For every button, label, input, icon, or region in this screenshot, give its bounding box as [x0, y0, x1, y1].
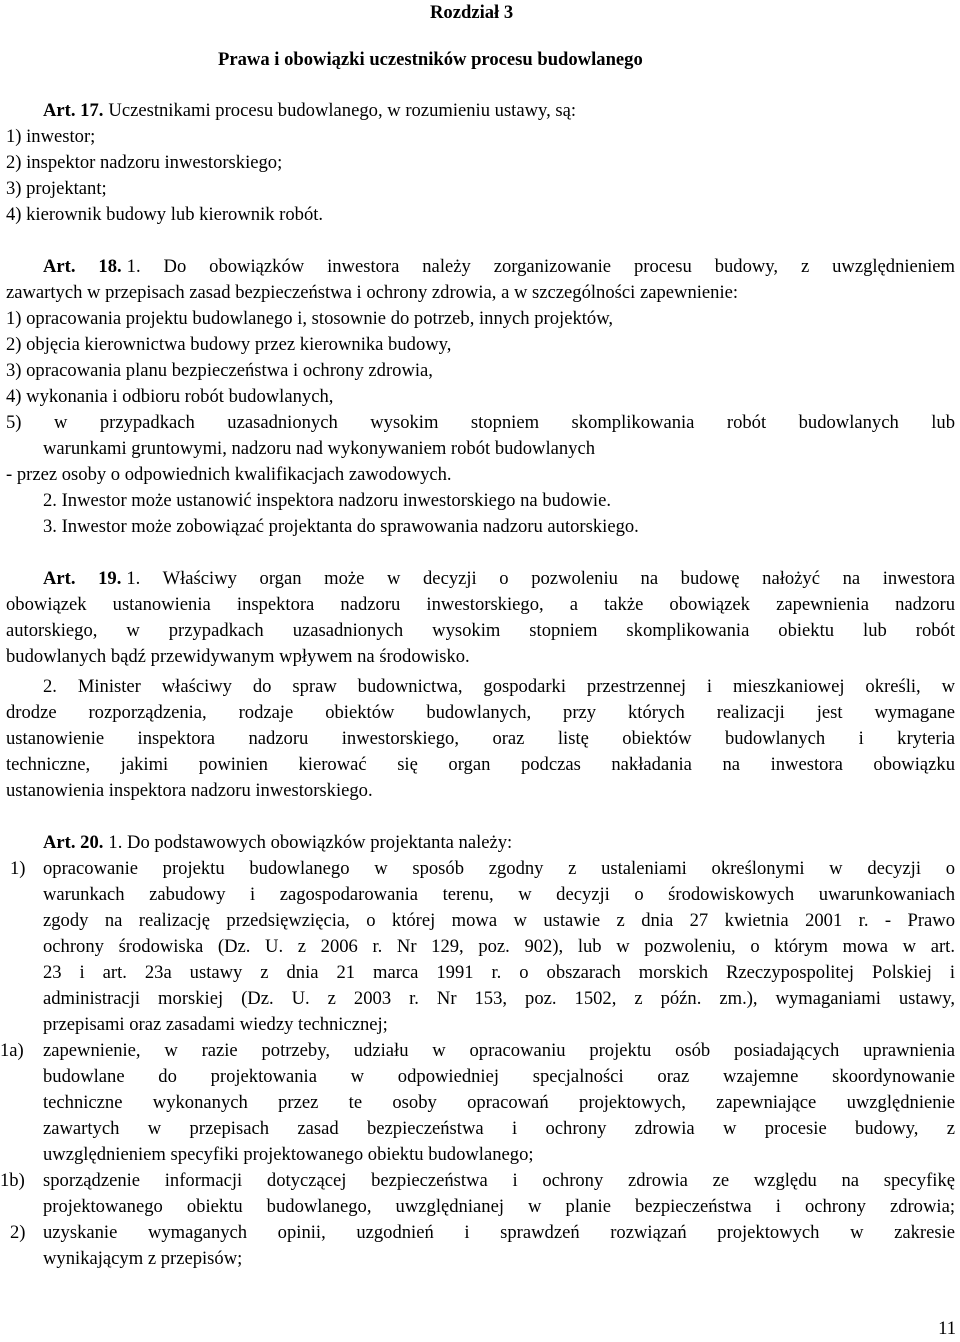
art20-label: Art. 20. — [43, 832, 104, 853]
art18-item: 3) opracowania planu bezpieczeństwa i ochrony zdrowia, — [6, 360, 433, 381]
art20-item-line: projektowanego obiektu budowlanego, uwzględnianej w planie bezpieczeństwa i ochrony zdrowia; — [43, 1196, 955, 1217]
art19-first-line — [43, 566, 955, 592]
art18-p3: 3. Inwestor może zobowiązać projektanta do sprawowania nadzoru autorskiego. — [43, 516, 639, 537]
page-number: 11 — [938, 1318, 956, 1339]
art18-closing: - przez osoby o odpowiednich kwalifikacjach zawodowych. — [6, 464, 452, 485]
art20-item-line: ochrony środowiska (Dz. U. z 2006 r. Nr 129, poz. 902), lub w pozwoleniu, o którym mowa w art. — [43, 936, 955, 957]
art19-label: Art. 19. — [43, 568, 122, 589]
art20-item-marker: 1) — [10, 858, 26, 879]
art19-p2-line: ustanowienie inspektora nadzoru inwestorskiego, oraz listę obiektów budowlanych i kryteria — [6, 728, 955, 749]
art20-item-line: wynikającym z przepisów; — [43, 1248, 243, 1269]
art20-item-line: zapewnienie, w razie potrzeby, udziału w opracowaniu projektu osób posiadających uprawnienia — [43, 1040, 955, 1061]
art20-item-line: budowlane do projektowania w odpowiedniej specjalności oraz wzajemne skoordynowanie — [43, 1066, 955, 1087]
art20-item-line: administracji morskiej (Dz. U. z 2003 r. Nr 153, poz. 1502, z późn. zm.), wymaganiami ustawy, — [43, 988, 955, 1009]
art17-item: 3) projektant; — [6, 178, 107, 199]
art20-item-line: 23 i art. 23a ustawy z dnia 21 marca 1991 r. o obszarach morskich Rzeczypospolitej Polskiej i — [43, 962, 955, 983]
art19-p2-line: drodze rozporządzenia, rodzaje obiektów budowlanych, przy których realizacji jest wymagane — [6, 702, 955, 723]
art18-p2: 2. Inwestor może ustanowić inspektora nadzoru inwestorskiego na budowie. — [43, 490, 611, 511]
art18-item: 1) opracowania projektu budowlanego i, stosownie do potrzeb, innych projektów, — [6, 308, 614, 329]
art18-first-line — [43, 254, 955, 280]
art19-p1-line: autorskiego, w przypadkach uzasadnionych wysokim stopniem skomplikowania obiektu lub robót — [6, 620, 955, 641]
art20-item-marker: 1b) — [0, 1170, 25, 1191]
art18-label: Art. 18. — [43, 256, 122, 277]
art20-item-line: opracowanie projektu budowlanego w sposób zgodny z ustaleniami określonymi w decyzji o — [43, 858, 955, 879]
art18-item: 5) w przypadkach uzasadnionych wysokim stopniem skomplikowania robót budowlanych lub — [6, 412, 955, 433]
chapter-title: Rozdział 3 — [430, 2, 514, 23]
art17-first-line — [43, 98, 576, 124]
art17-item: 2) inspektor nadzoru inwestorskiego; — [6, 152, 283, 173]
art19-p2-line: 2. Minister właściwy do spraw budownictwa, gospodarki przestrzennej i mieszkaniowej określi, w — [43, 676, 955, 697]
art17-label: Art. 17. — [43, 100, 104, 121]
art19-p1-line: obowiązek ustanowienia inspektora nadzoru inwestorskiego, a także obowiązek zapewnienia nadzoru — [6, 594, 955, 615]
art18-p1-first: 1. Do obowiązków inwestora należy zorganizowanie procesu budowy, z uwzględnieniem — [126, 256, 955, 277]
art20-item-marker: 1a) — [0, 1040, 24, 1061]
art20-item-line: uzyskanie wymaganych opinii, uzgodnień i sprawdzeń rozwiązań projektowych w zakresie — [43, 1222, 955, 1243]
art19-p1-line: 1. Właściwy organ może w decyzji o pozwoleniu na budowę nałożyć na inwestora — [126, 568, 955, 589]
art20-item-marker: 2) — [10, 1222, 26, 1243]
art18-item-continued: warunkami gruntowymi, nadzoru nad wykonywaniem robót budowlanych — [43, 438, 596, 459]
art17-item: 4) kierownik budowy lub kierownik robót. — [6, 204, 324, 225]
art17-intro: Uczestnikami procesu budowlanego, w rozumieniu ustawy, są: — [108, 100, 577, 121]
art19-p2-line: techniczne, jakimi powinien kierować się organ podczas nakładania na inwestora obowiązku — [6, 754, 955, 775]
chapter-subtitle: Prawa i obowiązki uczestników procesu budowlanego — [218, 49, 643, 70]
art17-item: 1) inwestor; — [6, 126, 96, 147]
art20-item-line: sporządzenie informacji dotyczącej bezpieczeństwa i ochrony zdrowia ze względu na specyfikę — [43, 1170, 955, 1191]
art18-item: 4) wykonania i odbioru robót budowlanych, — [6, 386, 334, 407]
art20-first-line — [43, 830, 512, 856]
art20-item-line: zgody na realizację przedsięwzięcia, o której mowa w ustawie z dnia 27 kwietnia 2001 r. - Prawo — [43, 910, 955, 931]
art20-item-line: warunkach zabudowy i zagospodarowania terenu, w decyzji o środowiskowych uwarunkowaniach — [43, 884, 955, 905]
art20-item-line: uwzględnieniem specyfiki projektowanego obiektu budowlanego; — [43, 1144, 534, 1165]
art20-item-line: techniczne wykonanych przez te osoby opracowań projektowych, zapewniające uwzględnienie — [43, 1092, 955, 1113]
art20-item-line: przepisami oraz zasadami wiedzy technicznej; — [43, 1014, 388, 1035]
art20-item-line: zawartych w przepisach zasad bezpieczeństwa i ochrony zdrowia w procesie budowy, z — [43, 1118, 955, 1139]
art19-p1-line: budowlanych bądź przewidywanym wpływem na środowisko. — [6, 646, 470, 667]
art20-intro: 1. Do podstawowych obowiązków projektanta należy: — [108, 832, 513, 853]
art18-p1-second: zawartych w przepisach zasad bezpieczeństwa i ochrony zdrowia, a w szczególności zapewnienie: — [6, 282, 739, 303]
art18-item: 2) objęcia kierownictwa budowy przez kierownika budowy, — [6, 334, 452, 355]
art19-p2-line: ustanowienia inspektora nadzoru inwestorskiego. — [6, 780, 373, 801]
